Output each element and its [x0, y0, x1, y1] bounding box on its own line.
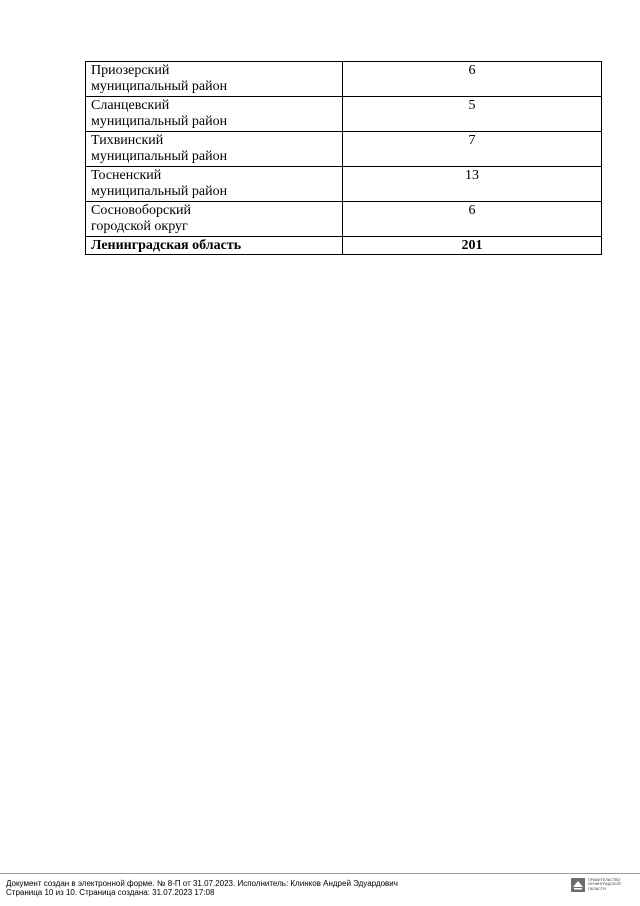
- footer-divider: [0, 873, 640, 874]
- district-value: 6: [343, 202, 602, 237]
- table-row: [86, 167, 602, 202]
- government-logo-text: [588, 878, 621, 891]
- total-label: Ленинградская область: [86, 237, 343, 255]
- district-value: 5: [343, 97, 602, 132]
- district-name-cell: [86, 202, 343, 237]
- total-row: [86, 237, 602, 255]
- district-name: Сланцевский: [91, 98, 170, 113]
- government-emblem-icon: [571, 878, 585, 892]
- district-type: муниципальный район: [91, 149, 228, 164]
- logo-text-line: ПРАВИТЕЛЬСТВО: [588, 878, 621, 882]
- district-name-cell: [86, 167, 343, 202]
- document-footer: [6, 879, 398, 897]
- district-value: 6: [343, 62, 602, 97]
- district-type: городской округ: [91, 219, 188, 234]
- logo-text-line: ЛЕНИНГРАДСКОЙ: [588, 882, 621, 887]
- government-logo: [571, 878, 633, 898]
- table-row: [86, 97, 602, 132]
- district-name: Приозерский: [91, 63, 170, 78]
- district-name: Тихвинский: [91, 133, 164, 148]
- district-name-cell: [86, 97, 343, 132]
- district-value: 7: [343, 132, 602, 167]
- district-value: 13: [343, 167, 602, 202]
- district-type: муниципальный район: [91, 114, 228, 129]
- district-name-cell: [86, 62, 343, 97]
- district-name-cell: [86, 132, 343, 167]
- footer-page-info: Страница 10 из 10. Страница создана: 31.07.2023 17:08: [6, 888, 215, 897]
- districts-table: [85, 61, 602, 255]
- table-row: [86, 132, 602, 167]
- table-row: [86, 202, 602, 237]
- district-name: Тосненский: [91, 168, 162, 183]
- total-value: 201: [343, 237, 602, 255]
- district-name: Сосновоборский: [91, 203, 192, 218]
- logo-text-line: ОБЛАСТИ: [588, 886, 606, 891]
- footer-document-info: Документ создан в электронной форме. № 8-П от 31.07.2023. Исполнитель: Клинков Андрей Эдуардович: [6, 879, 398, 888]
- district-type: муниципальный район: [91, 79, 228, 94]
- district-type: муниципальный район: [91, 184, 228, 199]
- table-row: [86, 62, 602, 97]
